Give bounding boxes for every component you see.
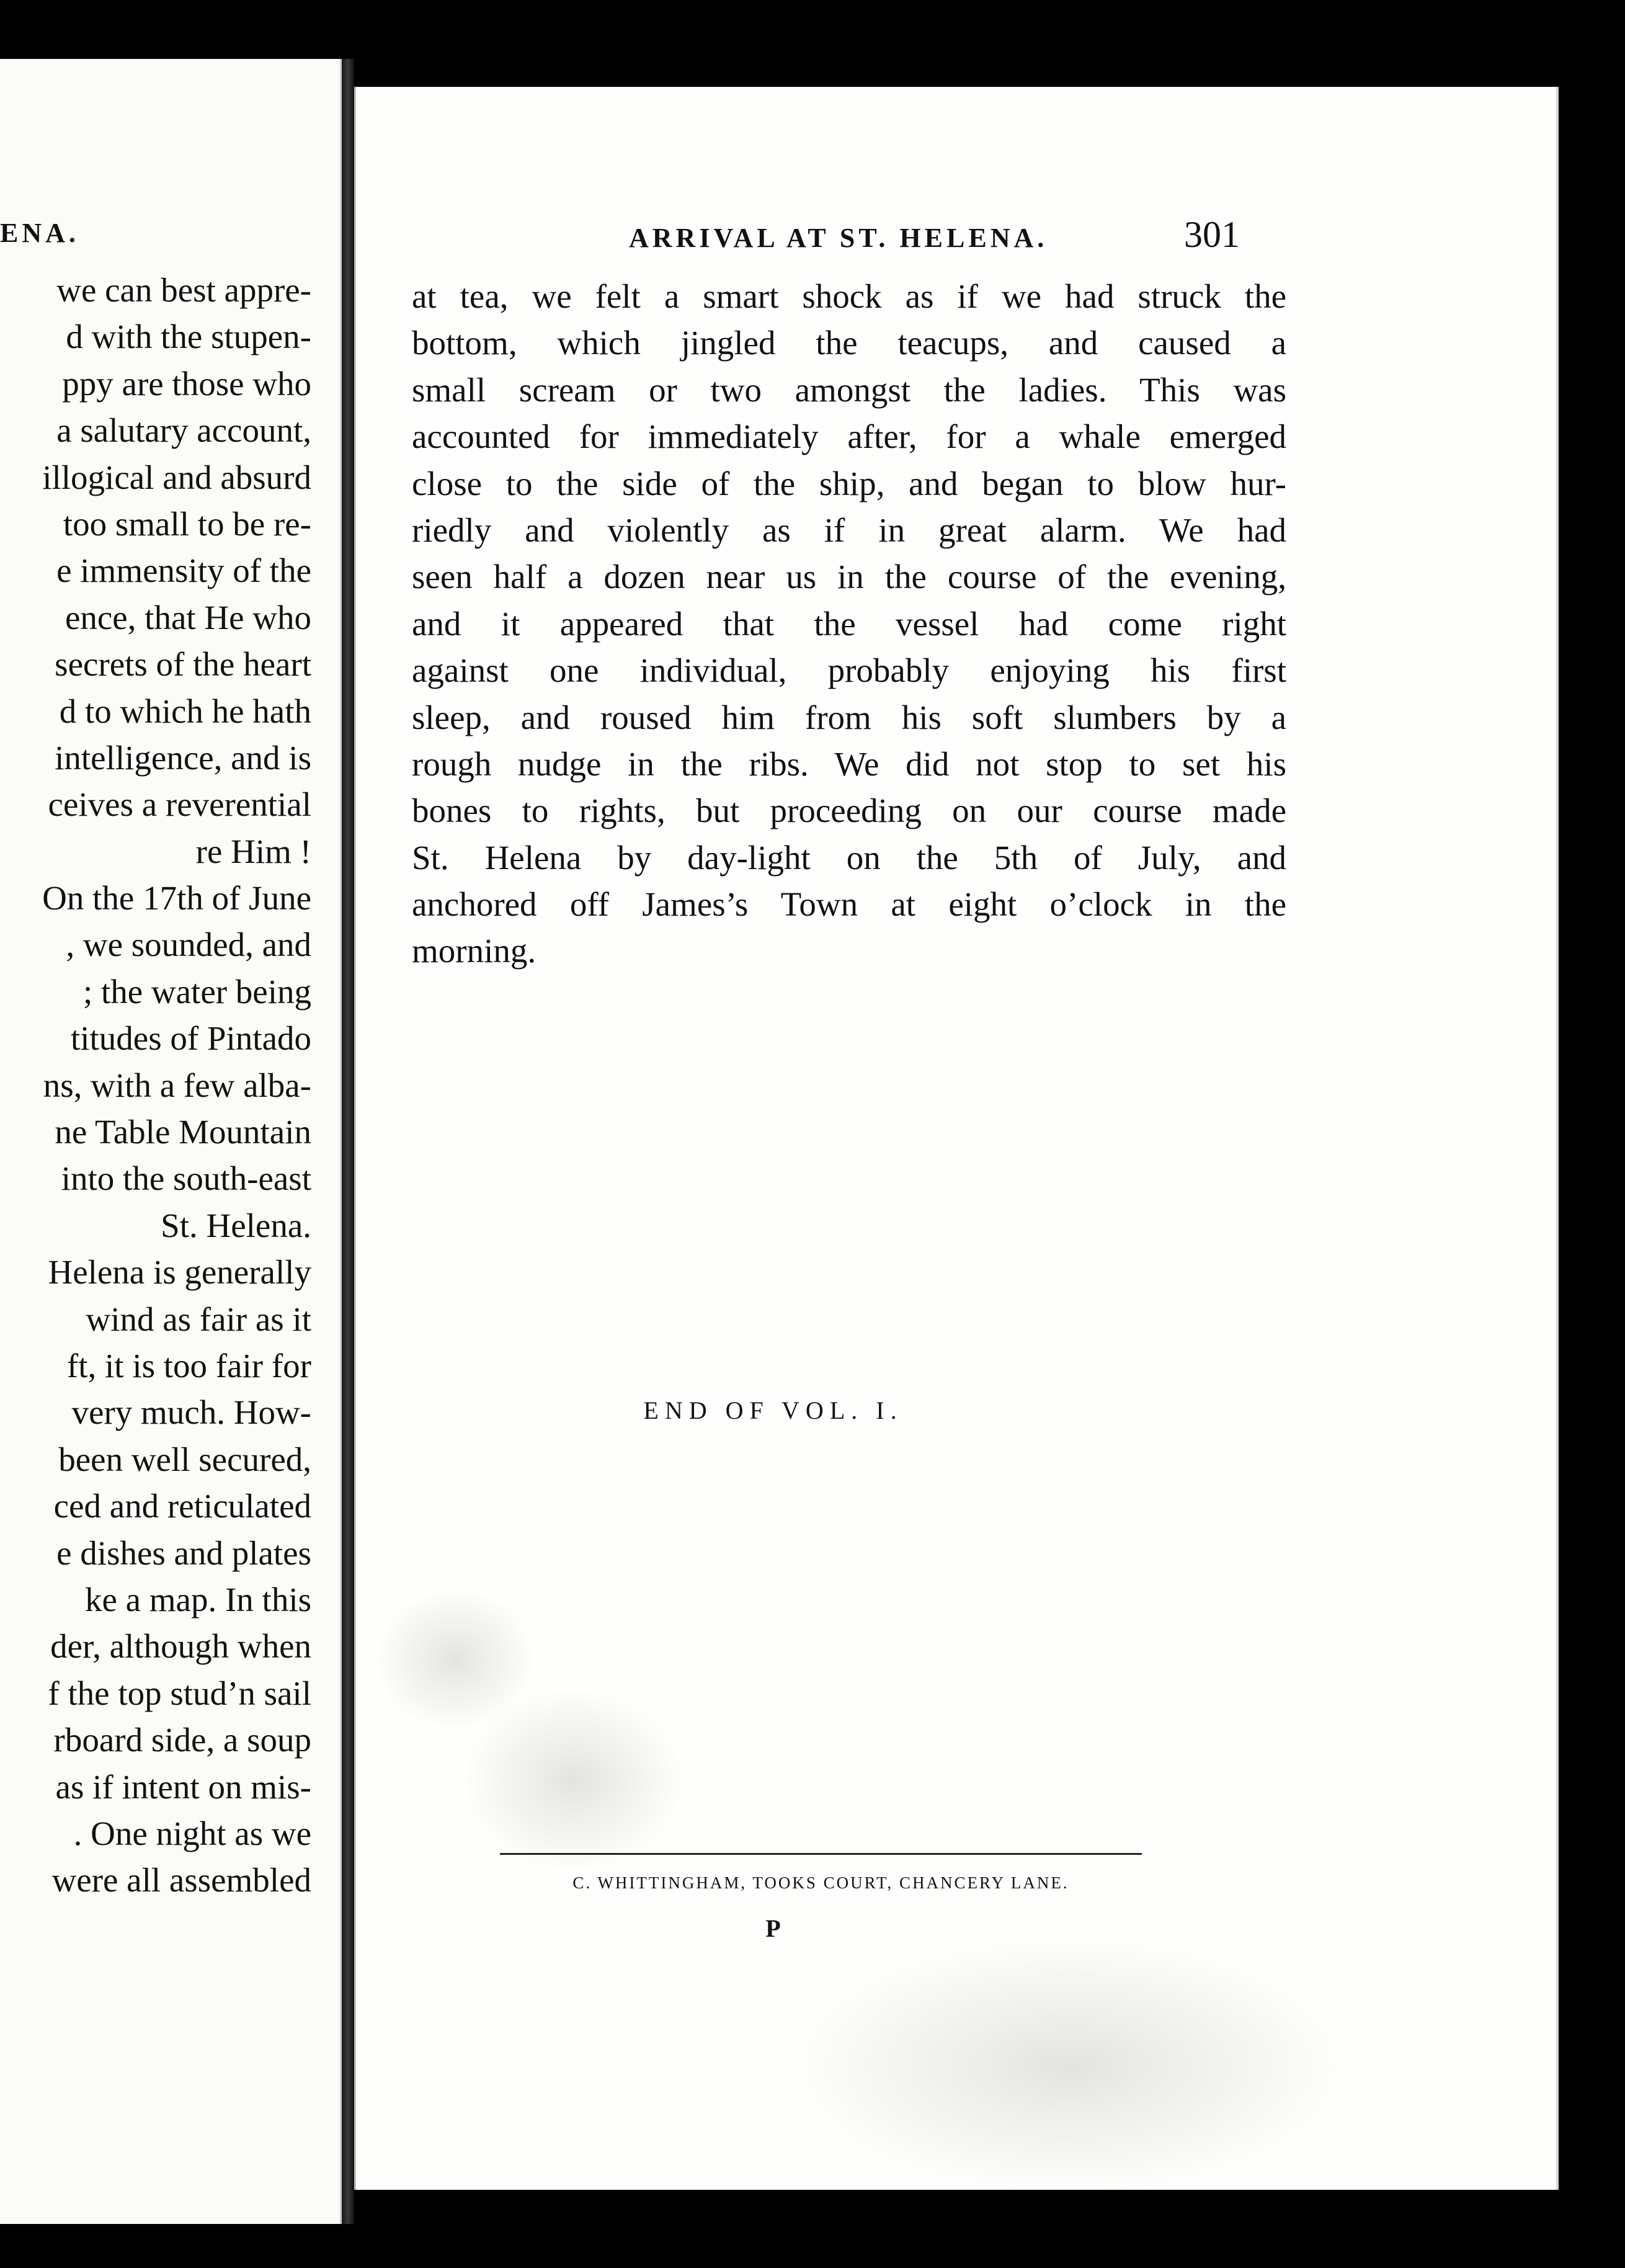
text-line: ence, that He who <box>65 598 311 636</box>
text-line: intelligence, and is <box>55 738 311 777</box>
text-line: seen half a dozen near us in the course of the evening, <box>412 558 1286 596</box>
text-line: titudes of Pintado <box>70 1019 311 1058</box>
text-line: ppy are those who <box>62 364 311 403</box>
page-number: 301 <box>1184 214 1240 255</box>
signature-mark: P <box>765 1914 781 1942</box>
text-line: der, although when <box>50 1627 311 1666</box>
text-line: ne Table Mountain <box>55 1113 311 1151</box>
text-line: secrets of the heart <box>55 645 311 684</box>
left-page-text <box>0 267 311 1904</box>
page-body-text <box>412 273 1286 975</box>
text-line: and it appeared that the vessel had come right <box>412 604 1286 643</box>
text-line: rboard side, a soup <box>53 1721 311 1759</box>
text-line: ceives a reverential <box>48 785 311 824</box>
book-gutter <box>342 59 354 2224</box>
running-title: ARRIVAL AT ST. HELENA. <box>629 223 1048 253</box>
facing-page-left <box>0 59 342 2224</box>
text-line: small scream or two amongst the ladies. This was <box>412 370 1286 409</box>
text-line: bottom, which jingled the teacups, and caused a <box>412 324 1286 362</box>
page-stain <box>790 1935 1348 2190</box>
text-line: wind as fair as it <box>86 1300 311 1338</box>
text-line: St. Helena. <box>161 1206 311 1244</box>
text-line: ns, with a few alba- <box>43 1066 311 1104</box>
text-line: e dishes and plates <box>56 1534 311 1572</box>
text-line: we can best appre- <box>56 271 311 309</box>
text-line: f the top stud’n sail <box>48 1674 311 1712</box>
text-line: against one individual, probably enjoying his first <box>412 651 1286 690</box>
text-line: ft, it is too fair for <box>66 1346 311 1385</box>
printer-imprint: C. WHITTINGHAM, TOOKS COURT, CHANCERY LANE. <box>572 1873 1069 1892</box>
text-line: anchored off James’s Town at eight o’clock in the <box>412 885 1286 924</box>
text-line: St. Helena by day-light on the 5th of July, and <box>412 838 1286 877</box>
text-line: been well secured, <box>58 1440 311 1478</box>
text-line: d with the stupen- <box>66 318 311 356</box>
text-line: , we sounded, and <box>66 926 311 964</box>
text-line: were all assembled <box>51 1861 311 1900</box>
page-301 <box>354 87 1559 2190</box>
text-line: ke a map. In this <box>84 1580 311 1618</box>
text-line: rough nudge in the ribs. We did not stop to set his <box>412 744 1286 783</box>
running-head <box>356 214 1556 266</box>
imprint-rule <box>500 1853 1142 1855</box>
end-of-volume-mark: END OF VOL. I. <box>643 1396 903 1424</box>
text-line: morning. <box>412 932 536 970</box>
text-line: ; the water being <box>82 972 311 1011</box>
text-line: re Him ! <box>195 832 311 870</box>
text-line: at tea, we felt a smart shock as if we had struck the <box>412 277 1286 315</box>
text-line: ced and reticulated <box>53 1487 311 1525</box>
text-line: Helena is generally <box>48 1253 311 1292</box>
text-line: e immensity of the <box>56 551 311 590</box>
text-line: close to the side of the ship, and began to blow hur- <box>412 464 1286 502</box>
text-line: too small to be re- <box>63 504 311 543</box>
text-line: illogical and absurd <box>42 458 311 496</box>
text-line: sleep, and roused him from his soft slumbers by a <box>412 698 1286 736</box>
text-line: into the south-east <box>61 1159 311 1198</box>
text-line: very much. How- <box>71 1393 311 1432</box>
text-line: as if intent on mis- <box>55 1767 311 1806</box>
text-line: On the 17th of June <box>42 879 311 917</box>
text-line: d to which he hath <box>59 692 311 730</box>
text-line: accounted for immediately after, for a whale emerged <box>412 417 1286 456</box>
text-line: bones to rights, but proceeding on our course made <box>412 792 1286 830</box>
text-line: a salutary account, <box>56 411 311 450</box>
text-line: . One night as we <box>73 1814 311 1852</box>
page-stain <box>461 1687 685 1873</box>
left-running-head: ENA. <box>0 218 79 248</box>
text-line: riedly and violently as if in great alarm. We had <box>412 511 1286 549</box>
